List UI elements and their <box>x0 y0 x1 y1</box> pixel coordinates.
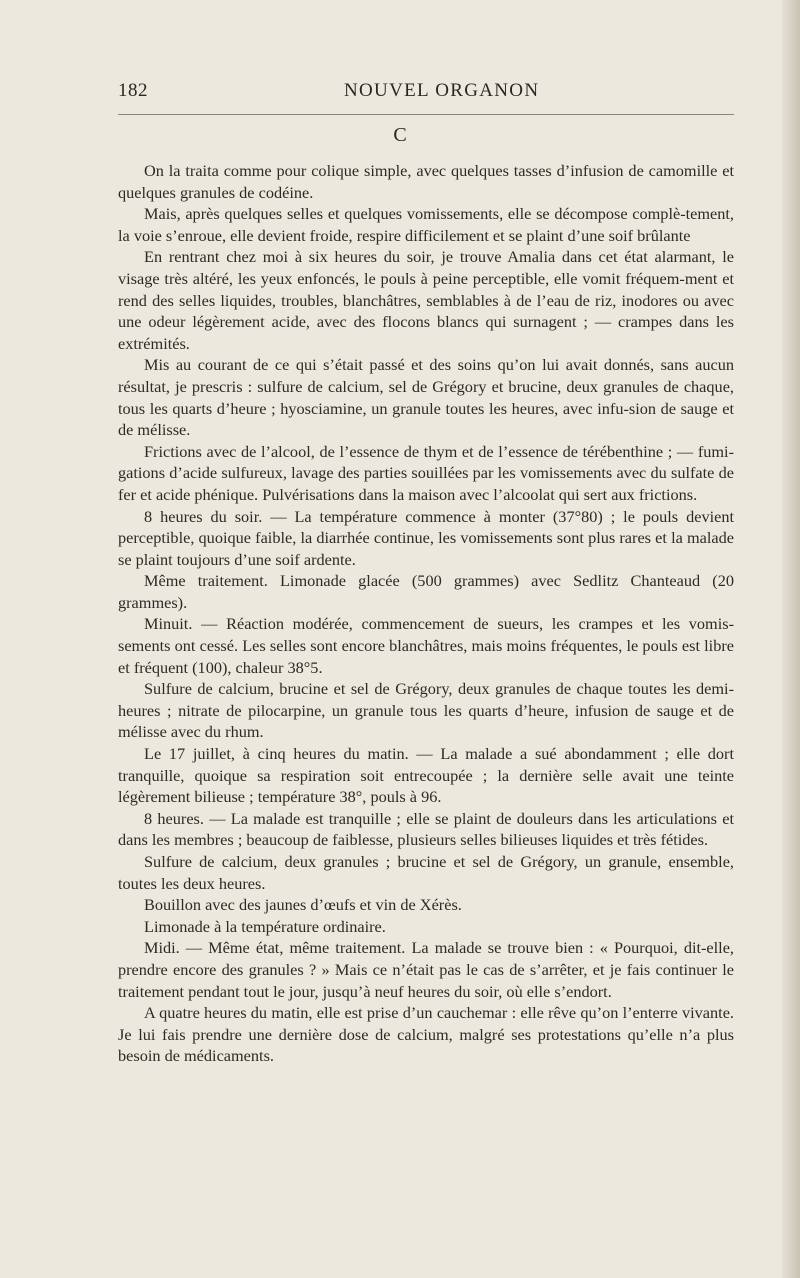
paragraph: A quatre heures du matin, elle est prise d’un cauchemar : elle rêve qu’on l’enterre vivante. Je lui fais prendre une dernière dose de calcium, malgré ses protestations qu’elle n’a plus besoin de médicaments. <box>118 1003 734 1066</box>
paragraph: Même traitement. Limonade glacée (500 grammes) avec Sedlitz Chanteaud (20 grammes). <box>118 571 734 612</box>
paragraph: Mis au courant de ce qui s’était passé et des soins qu’on lui avait donnés, sans aucun résultat, je prescris : sulfure de calcium, sel de Grégory et brucine, deux granules de chaque, tous les quarts d’heure ; hyosciamine, un granule toutes les heures, avec infu-sion de sauge et de mélisse. <box>118 355 734 440</box>
paragraph: Minuit. — Réaction modérée, commencement de sueurs, les crampes et les vomis-sements ont cessé. Les selles sont encore blanchâtres, mais moins fréquentes, le pouls est libre et fréquent (100), chaleur 38°5. <box>118 614 734 677</box>
paragraph: On la traita comme pour colique simple, avec quelques tasses d’infusion de camomille et quelques granules de codéine. <box>118 161 734 202</box>
paragraph: Frictions avec de l’alcool, de l’essence de thym et de l’essence de térébenthine ; — fumi-gations d’acide sulfureux, lavage des parties souillées par les vomissements avec du sulfate de fer et acide phénique. Pulvérisations dans la maison avec l’alcoolat qui sert aux frictions. <box>118 441 734 504</box>
header-rule <box>118 114 734 115</box>
running-head <box>118 80 734 110</box>
paragraph: 8 heures du soir. — La température commence à monter (37°80) ; le pouls devient perceptible, quoique faible, la diarrhée continue, les vomissements sont plus rares et la malade se plaint toujours d’une soif ardente. <box>118 506 734 569</box>
paragraph: Le 17 juillet, à cinq heures du matin. — La malade a sué abondamment ; elle dort tranquille, quoique sa respiration soit entrecoupée ; la dernière selle avait une teinte légèrement bilieuse ; température 38°, pouls à 96. <box>118 744 734 807</box>
paragraph: Mais, après quelques selles et quelques vomissements, elle se décompose complè-tement, la voie s’enroue, elle devient froide, respire difficilement et se plaint d’une soif brûlante <box>118 204 734 245</box>
page-edge-shadow <box>782 0 800 1278</box>
paragraph: Limonade à la température ordinaire. <box>144 916 386 936</box>
book-title: NOUVEL ORGANON <box>344 80 540 101</box>
paragraph: Sulfure de calcium, brucine et sel de Grégory, deux granules de chaque toutes les demi-heures ; nitrate de pilocarpine, un granule tous les quarts d’heure, infusion de sauge et de mélisse avec du rhum. <box>118 679 734 742</box>
section-letter: C <box>393 124 407 146</box>
body-text <box>118 160 734 1067</box>
paragraph: 8 heures. — La malade est tranquille ; elle se plaint de douleurs dans les articulations et dans les membres ; beaucoup de faiblesse, plusieurs selles bilieuses liquides et très fétides. <box>118 808 734 850</box>
paragraph: Midi. — Même état, même traitement. La malade se trouve bien : « Pourquoi, dit-elle, prendre encore des granules ? » Mais ce n’était pas le cas de s’arrêter, et je fais continuer le traitement pendant tout le jour, jusqu’à neuf heures du soir, où elle s’endort. <box>118 938 734 1001</box>
paragraph: Bouillon avec des jaunes d’œufs et vin de Xérès. <box>144 895 462 915</box>
page-number: 182 <box>118 80 148 101</box>
paragraph: Sulfure de calcium, deux granules ; brucine et sel de Grégory, un granule, ensemble, toutes les deux heures. <box>118 852 734 893</box>
paragraph: En rentrant chez moi à six heures du soir, je trouve Amalia dans cet état alarmant, le visage très altéré, les yeux enfoncés, le pouls à peine perceptible, elle vomit fréquem-ment et rend des selles liquides, troubles, blanchâtres, semblables à de l’eau de riz, inodores ou avec une odeur légèrement acide, avec des flocons blancs qui surnagent ; — crampes dans les extrémités. <box>118 247 734 353</box>
